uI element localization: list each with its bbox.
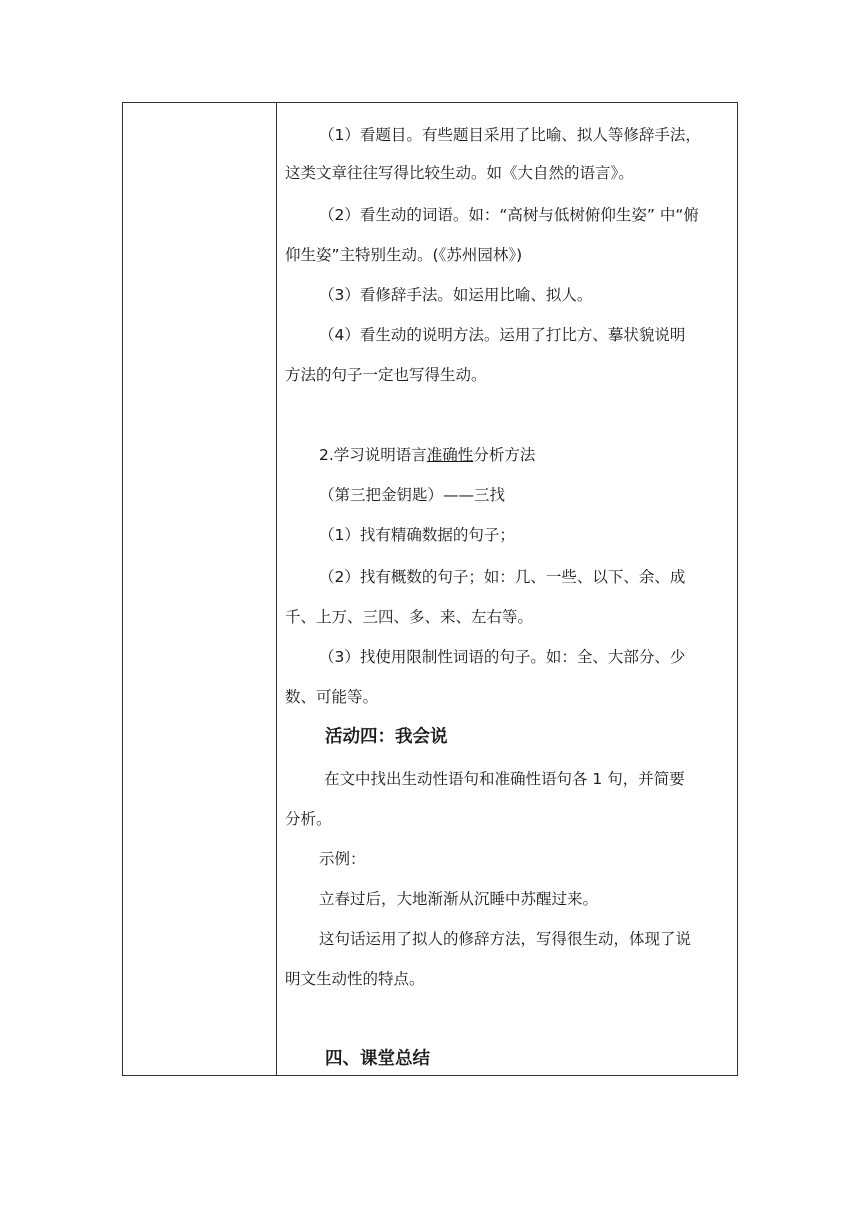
lesson-table — [122, 102, 738, 1076]
vivid-method-4-line-2: 方法的句子一定也写得生动。 — [285, 366, 487, 384]
vivid-method-4-line-1: （4）看生动的说明方法。运用了打比方、摹状貌说明 — [319, 326, 686, 344]
find-item-2-line-2: 千、上万、三四、多、来、左右等。 — [285, 608, 534, 626]
find-item-3-line-1: （3）找使用限制性词语的句子。如：全、大部分、少 — [319, 648, 686, 666]
section-4-heading: 四、课堂总结 — [325, 1049, 430, 1069]
find-item-2-line-1: （2）找有概数的句子；如：几、一些、以下、余、成 — [319, 568, 686, 586]
vivid-method-1-line-1: （1）看题目。有些题目采用了比喻、拟人等修辞手法， — [319, 126, 701, 144]
section-2-prefix: 2.学习说明语言 — [319, 446, 427, 464]
vivid-method-2-line-2: 仰生姿”主特别生动。(《苏州园林》) — [285, 246, 523, 264]
example-label: 示例： — [319, 850, 366, 868]
vivid-method-2-line-1: （2）看生动的词语。如：“高树与低树俯仰生姿” 中“俯 — [319, 206, 699, 224]
table-right-column — [277, 103, 737, 1075]
section-2-title — [319, 445, 535, 465]
section-2-suffix: 分析方法 — [473, 446, 536, 464]
table-left-column — [123, 103, 277, 1075]
task-line-2: 分析。 — [285, 810, 332, 828]
vivid-method-3: （3）看修辞手法。如运用比喻、拟人。 — [319, 286, 593, 304]
find-item-1: （1）找有精确数据的句子； — [319, 526, 515, 544]
find-item-3-line-2: 数、可能等。 — [285, 688, 379, 706]
section-2-underlined: 准确性 — [426, 446, 474, 464]
activity-4-heading: 活动四：我会说 — [325, 727, 448, 747]
analysis-line-2: 明文生动性的特点。 — [285, 970, 425, 988]
task-line-1: 在文中找出生动性语句和准确性语句各 1 句，并简要 — [324, 770, 685, 788]
analysis-line-1: 这句话运用了拟人的修辞方法，写得很生动，体现了说 — [319, 930, 692, 948]
vivid-method-1-line-2: 这类文章往往写得比较生动。如《大自然的语言》。 — [285, 164, 634, 182]
example-sentence: 立春过后，大地渐渐从沉睡中苏醒过来。 — [319, 890, 599, 908]
third-golden-key: （第三把金钥匙）——三找 — [319, 486, 506, 504]
